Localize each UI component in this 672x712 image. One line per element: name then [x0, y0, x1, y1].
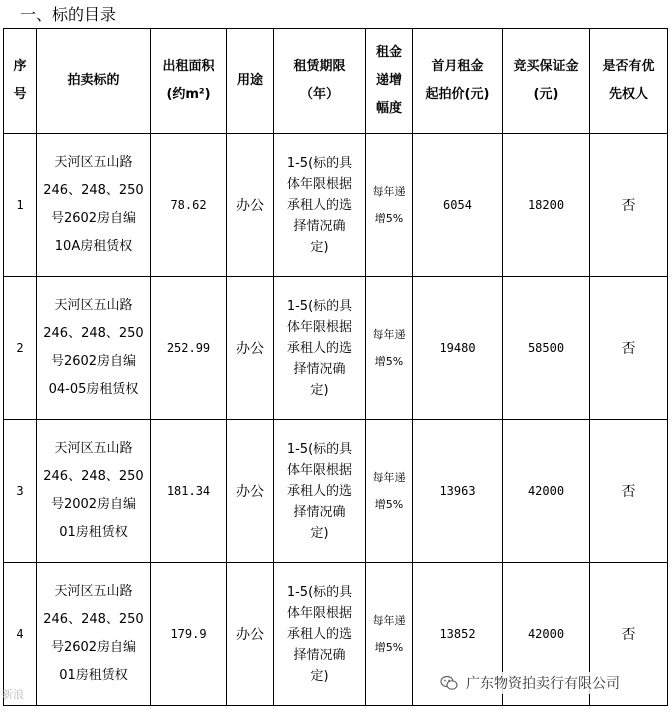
cell-priority: 否: [590, 277, 668, 420]
header-target: 拍卖标的: [37, 29, 151, 134]
table-row: [4, 134, 668, 277]
table-header-row: [4, 29, 668, 134]
cell-increase: 每年递 增5%: [366, 134, 413, 277]
header-deposit: 竞买保证金 (元): [503, 29, 590, 134]
cell-area: 252.99: [151, 277, 227, 420]
header-rent: 首月租金 起拍价(元): [413, 29, 503, 134]
cell-increase: 每年递 增5%: [366, 420, 413, 563]
header-use: 用途: [227, 29, 274, 134]
cell-no: 1: [4, 134, 37, 277]
cell-use: 办公: [227, 134, 274, 277]
cell-use: 办公: [227, 563, 274, 706]
cell-use: 办公: [227, 277, 274, 420]
cell-no: 2: [4, 277, 37, 420]
cell-deposit: 18200: [503, 134, 590, 277]
cell-priority: 否: [590, 134, 668, 277]
cell-deposit: 42000: [503, 563, 590, 706]
header-increase: 租金 递增 幅度: [366, 29, 413, 134]
cell-rent: 6054: [413, 134, 503, 277]
header-priority: 是否有优 先权人: [590, 29, 668, 134]
header-period: 租赁期限 （年）: [274, 29, 366, 134]
table-row: [4, 277, 668, 420]
cell-rent: 13963: [413, 420, 503, 563]
cell-use: 办公: [227, 420, 274, 563]
cell-increase: 每年递 增5%: [366, 563, 413, 706]
wechat-watermark: [436, 672, 624, 694]
section-title: 一、标的目录: [20, 5, 117, 24]
left-watermark: 新浪: [2, 688, 24, 701]
wechat-icon: [440, 675, 458, 691]
cell-deposit: 42000: [503, 420, 590, 563]
cell-rent: 19480: [413, 277, 503, 420]
cell-period: 1-5(标的具 体年限根据 承租人的选 择情况确 定): [274, 420, 366, 563]
cell-priority: 否: [590, 563, 668, 706]
table-row: [4, 420, 668, 563]
cell-area: 78.62: [151, 134, 227, 277]
header-area: 出租面积 (约m²): [151, 29, 227, 134]
cell-no: 4: [4, 563, 37, 706]
cell-period: 1-5(标的具 体年限根据 承租人的选 择情况确 定): [274, 277, 366, 420]
cell-period: 1-5(标的具 体年限根据 承租人的选 择情况确 定): [274, 134, 366, 277]
cell-increase: 每年递 增5%: [366, 277, 413, 420]
cell-no: 3: [4, 420, 37, 563]
header-no: 序 号: [4, 29, 37, 134]
cell-area: 179.9: [151, 563, 227, 706]
cell-area: 181.34: [151, 420, 227, 563]
cell-period: 1-5(标的具 体年限根据 承租人的选 择情况确 定): [274, 563, 366, 706]
watermark-text: 广东物资拍卖行有限公司: [466, 676, 620, 692]
cell-target: 天河区五山路 246、248、250 号2602房自编 10A房租赁权: [37, 134, 151, 277]
auction-lots-table: [3, 28, 668, 706]
cell-priority: 否: [590, 420, 668, 563]
cell-rent: 13852: [413, 563, 503, 706]
cell-target: 天河区五山路 246、248、250 号2002房自编 01房租赁权: [37, 420, 151, 563]
cell-deposit: 58500: [503, 277, 590, 420]
cell-target: 天河区五山路 246、248、250 号2602房自编 01房租赁权: [37, 563, 151, 706]
cell-target: 天河区五山路 246、248、250 号2602房自编 04-05房租赁权: [37, 277, 151, 420]
